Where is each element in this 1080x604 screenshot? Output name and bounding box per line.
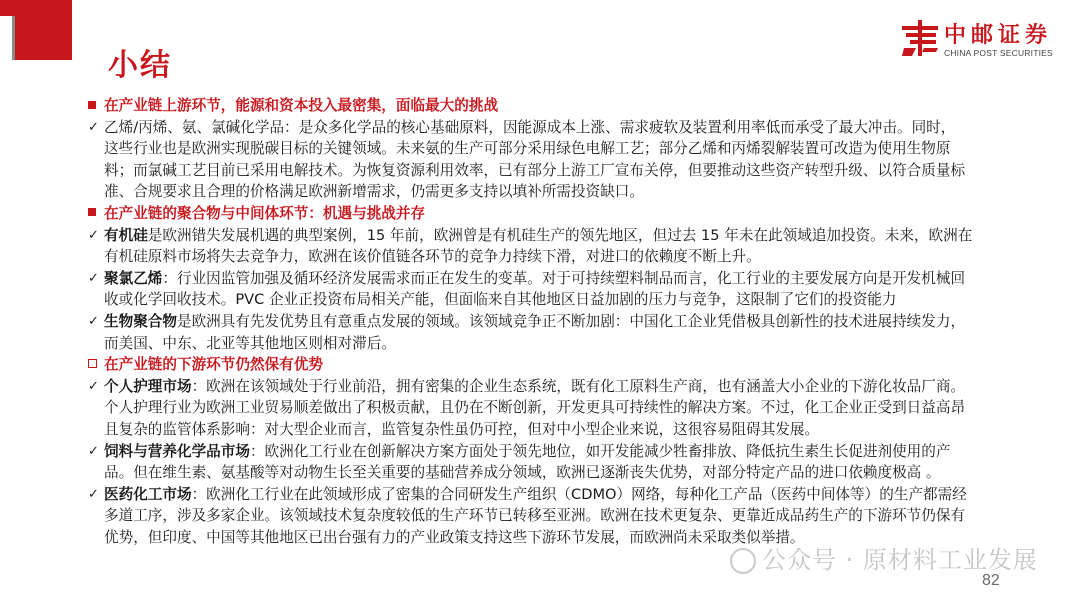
page-title: 小结 — [108, 48, 172, 83]
corner-stripe — [0, 16, 12, 60]
china-post-logo-icon — [900, 18, 940, 58]
section-heading: 在产业链的聚合物与中间体环节：机遇与挑战并存 — [88, 203, 1008, 225]
checkmark-icon: ✓ — [88, 486, 99, 502]
checkmark-icon: ✓ — [88, 378, 99, 394]
corner-decoration — [0, 0, 72, 60]
company-logo — [900, 14, 1070, 64]
list-item: ✓ 聚氯乙烯：行业因监管加强及循环经济发展需求而正在发生的变革。对于可持续塑料制品而言，化工行业的主要发展方向是开发机械回 收或化学回收技术。PVC 企业正投资布局相关产能，但面临来自其他地区日益加剧的压力与竞争，这限制了它们的投资能力 — [88, 269, 966, 309]
hollow-square-bullet-icon — [88, 359, 97, 368]
section-heading: 在产业链上游环节，能源和资本投入最密集，面临最大的挑战 — [88, 95, 1008, 117]
list-item: ✓ 生物聚合物是欧洲具有先发优势且有意重点发展的领域。该领域竞争正不断加剧：中国化工企业凭借极具创新性的技术进展持续发力， 而美国、中东、北亚等其他地区则相对滞后。 — [88, 312, 966, 352]
logo-text-en: CHINA POST SECURITIES — [944, 48, 1053, 58]
list-item: ✓ 个人护理市场：欧洲在该领域处于行业前沿，拥有密集的企业生态系统，既有化工原料生产商，也有涵盖大小企业的下游化妆品厂商。 个人护理行业为欧洲工业贸易顺差做出了积极贡献，且仍在不断创新，开发更具可持续性的解决方案。不过，化工企业正受到日益高昂 且复杂的监管体系影响：对大型企业而言，监管复杂性虽仍可控，但对中小型企业来说，这很容易阻碍其发展。 — [88, 377, 966, 438]
checkmark-icon: ✓ — [88, 119, 99, 135]
summary-content — [88, 95, 1008, 548]
list-item: ✓ 乙烯/丙烯、氨、氯碱化学品：是众多化学品的核心基础原料，因能源成本上涨、需求疲软及装置利用率低而承受了最大冲击。同时， 这些行业也是欧洲实现脱碳目标的关键领域。未来氨的生产可部分采用绿色电解工艺；部分乙烯和丙烯裂解装置可改造为使用生物原 料；而氯碱工艺目前已采用电解技术。为恢复资源利用效率，已有部分上游工厂宣布关停，但要推动这些资产转型升级、以符合质量标 准、合规要求且合理的价格满足欧洲新增需求，仍需更多支持以填补所需投资缺口。 — [88, 118, 966, 201]
wechat-icon — [730, 548, 756, 574]
checkmark-icon: ✓ — [88, 270, 99, 286]
corner-stripe-gray — [12, 16, 15, 60]
checkmark-icon: ✓ — [88, 443, 99, 459]
list-item: ✓ 有机硅是欧洲错失发展机遇的典型案例，15 年前，欧洲曾是有机硅生产的领先地区，但过去 15 年未在此领域追加投资。未来，欧洲在 有机硅原料市场将失去竞争力，欧洲在该价值链各环节的竞争力持续下滑，对进口的依赖度不断上升。 — [88, 226, 973, 266]
page-number: 82 — [982, 572, 1000, 589]
watermark: 公众号 · 原材料工业发展 — [730, 540, 1038, 575]
section-heading: 在产业链的下游环节仍然保有优势 — [88, 354, 1008, 376]
list-item: ✓ 医药化工市场：欧洲化工行业在此领域形成了密集的合同研发生产组织（CDMO）网络，每种化工产品（医药中间体等）的生产都需经 多道工序，涉及多家企业。该领域技术复杂度较低的生产环节已转移至亚洲。欧洲在技术更复杂、更靠近成品药生产的下游环节仍保有 优势，但印度、中国等其他地区已出台强有力的产业政策支持这些下游环节发展，而欧洲尚未采取类似举措。 — [88, 485, 967, 546]
checkmark-icon: ✓ — [88, 227, 99, 243]
list-item: ✓ 饲料与营养化学品市场：欧洲化工行业在创新解决方案方面处于领先地位，如开发能减少牲畜排放、降低抗生素生长促进剂使用的产 品。但在维生素、氨基酸等对动物生长至关重要的基础营养成分领域，欧洲已逐渐丧失优势，对部分特定产品的进口依赖度极高 。 — [88, 442, 951, 482]
checkmark-icon: ✓ — [88, 313, 99, 329]
filled-square-bullet-icon — [88, 101, 96, 109]
logo-text-cn: 中邮证券 — [944, 23, 1053, 48]
filled-square-bullet-icon — [88, 208, 96, 216]
